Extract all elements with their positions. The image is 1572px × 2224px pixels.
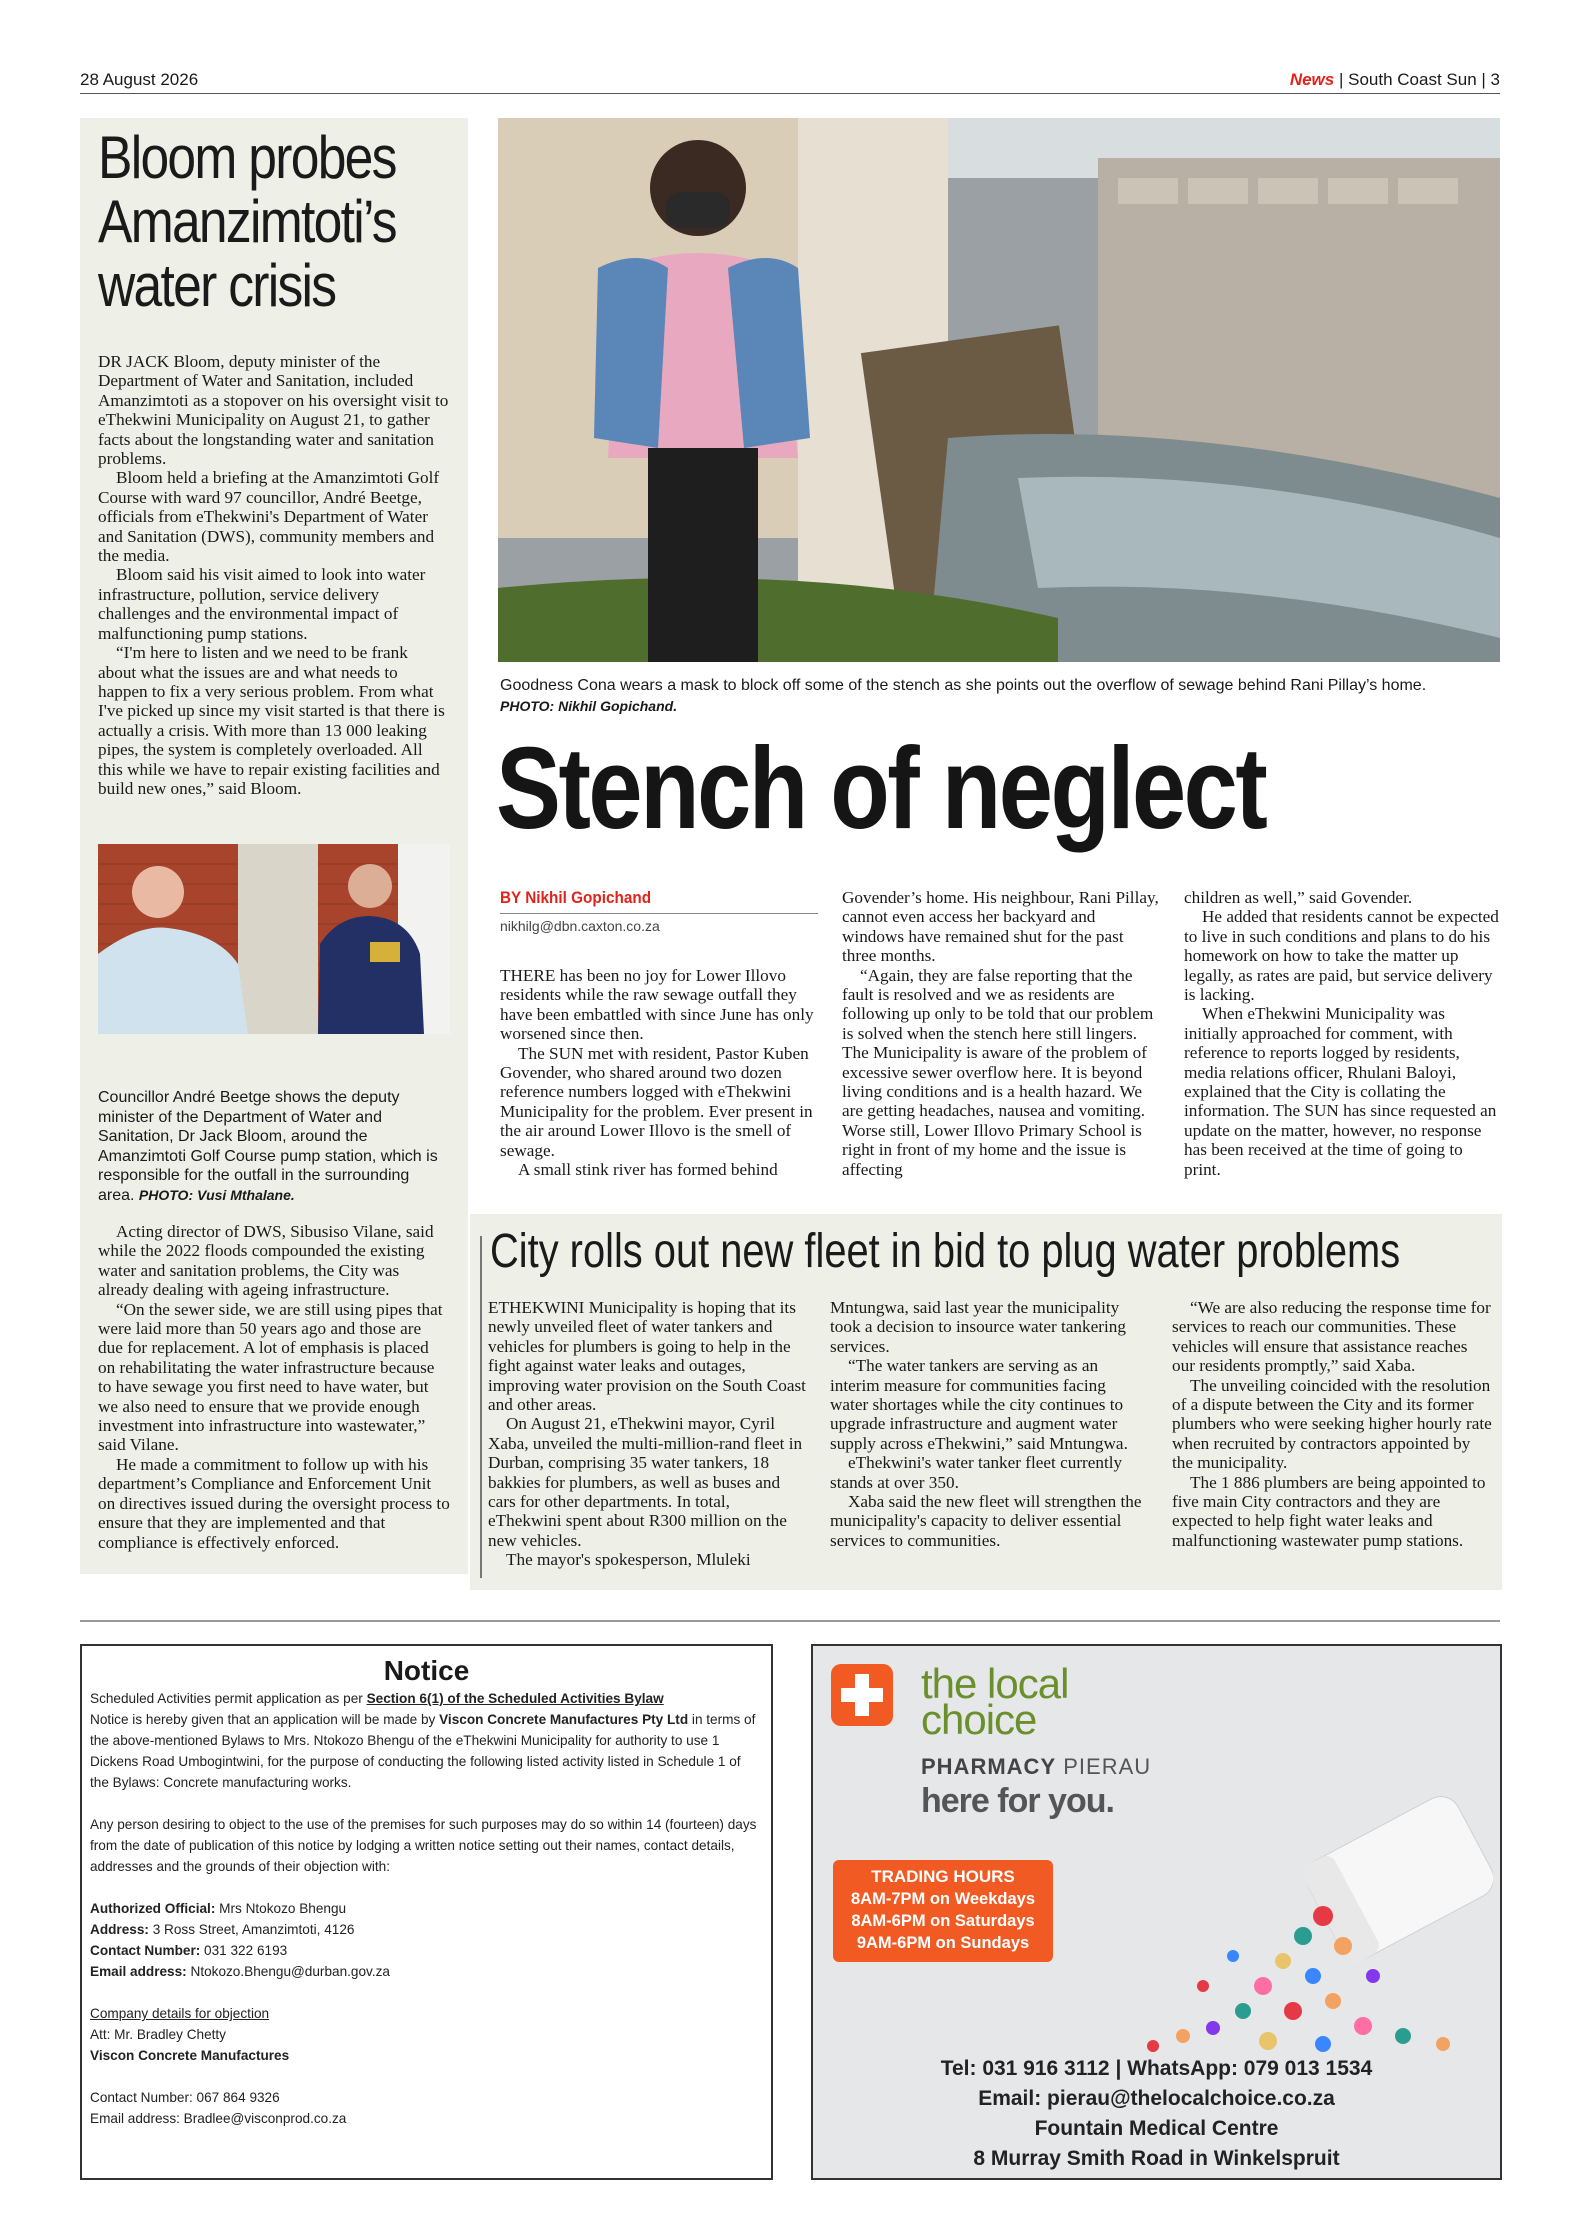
company-email: Email address: Bradlee@visconprod.co.za: [90, 2111, 347, 2126]
paragraph: “On the sewer side, we are still using pipes that were laid more than 50 years ago and those are due for replacement. A lot of emphasis is placed on rehabilitating the water infrastructure because to have sewage you first need to have water, but we also need to ensure that we provide enough investment into infrastructure into wastewater,” said Vilane.: [98, 1299, 443, 1455]
bylaw-reference: Section 6(1) of the Scheduled Activities Bylaw: [366, 1691, 664, 1706]
stench-headline: Stench of neglect: [496, 723, 1266, 853]
issue-date: 28 August 2026: [80, 70, 199, 89]
paragraph: A small stink river has formed behind: [518, 1160, 778, 1180]
paragraph: Xaba said the new fleet will strengthen the municipality's capacity to deliver essential services to communities.: [830, 1492, 1142, 1550]
caption-text: Councillor André Beetge shows the deputy minister of the Department of Water and Sanitation, Dr Jack Bloom, around the Amanzimtoti Golf Course pump station, which is responsible for the outfall in the surrounding area.: [98, 1089, 438, 1204]
official-line: Authorized Official: Mrs Ntokozo Bhengu: [90, 1901, 347, 1916]
company-att: Att: Mr. Bradley Chetty: [90, 2027, 226, 2042]
ad-email: Email: pierau@thelocalchoice.co.za: [978, 2087, 1335, 2110]
public-notice: [80, 1644, 773, 2180]
pharmacy-branch: PHARMACY PIERAU: [921, 1754, 1152, 1779]
headline-line: water crisis: [98, 252, 336, 319]
photo-credit: PHOTO: Nikhil Gopichand.: [500, 698, 678, 714]
paragraph: eThekwini's water tanker fleet currently stands at over 350.: [830, 1453, 1123, 1492]
stench-photo-caption: [500, 676, 1500, 716]
ad-tagline: here for you.: [921, 1782, 1114, 1820]
plus-icon-shape: [831, 1664, 893, 1726]
company-heading: Company details for objection: [90, 2006, 270, 2021]
hours-title: TRADING HOURS: [871, 1867, 1015, 1886]
plus-icon: [831, 1664, 893, 1726]
header-rule: [80, 93, 1500, 94]
page-folio: News | South Coast Sun | 3: [1289, 70, 1500, 89]
paragraph: The SUN met with resident, Pastor Kuben Govender, who shared around two dozen reference numbers logged with eThekwini Municipality for the problem. Ever present in the air around Lower Illovo is the smell of sewage.: [500, 1043, 813, 1160]
paragraph: Mntungwa, said last year the municipality took a decision to insource water tankering services.: [830, 1298, 1126, 1356]
city-column-3: [1172, 1298, 1492, 1550]
ad-phone: Tel: 031 916 3112 | WhatsApp: 079 013 1534: [940, 2057, 1373, 2080]
byline-email: nikhilg@dbn.caxton.co.za: [500, 918, 660, 934]
ad-address: 8 Murray Smith Road in Winkelspruit: [973, 2147, 1340, 2170]
paragraph: THERE has been no joy for Lower Illovo residents while the raw sewage outfall they have been embattled with since June has only worsened since then.: [500, 966, 814, 1044]
email-line: Email address: Ntokozo.Bhengu@durban.gov.za: [90, 1964, 390, 1979]
paragraph: The mayor's spokesperson, Mluleki: [506, 1550, 751, 1570]
address-line: Address: 3 Ross Street, Amanzimtoti, 4126: [90, 1922, 355, 1937]
bloom-photo: [98, 844, 450, 1034]
stench-photo: [498, 118, 1500, 662]
headline-line: Bloom probes: [98, 124, 396, 191]
notice-body-2: Any person desiring to object to the use of the premises for such purposes may do so within 14 (fourteen) days from the date of publication of this notice by lodging a written notice setting out their names, contact details, addresses and the grounds of their objection with:: [90, 1817, 757, 1874]
ad-venue: Fountain Medical Centre: [1034, 2117, 1279, 2140]
paragraph: “The water tankers are serving as an interim measure for communities facing water shortages while the city continues to upgrade infrastructure and augment water supply across eThekwini,” said Mntungwa.: [830, 1356, 1128, 1453]
publication-name: South Coast Sun: [1348, 70, 1477, 89]
hours-row: 9AM-6PM on Sundays: [856, 1934, 1030, 1952]
paragraph: On August 21, eThekwini mayor, Cyril Xaba, unveiled the multi-million-rand fleet in Durban, comprising 35 water tankers, 18 bakkies for plumbers, as well as buses and cars for other departments. In total, eThekwini spent about R300 million on the new vehicles.: [488, 1414, 803, 1550]
headline-line: Amanzimtoti’s: [98, 188, 396, 255]
company-name: Viscon Concrete Manufactures: [90, 2048, 290, 2063]
paragraph: Bloom said his visit aimed to look into water infrastructure, pollution, service delivery challenges and the environmental impact of malfunctioning pump stations.: [98, 565, 426, 643]
section-label: News: [1289, 70, 1335, 89]
bloom-photo-image: [98, 844, 450, 1034]
notice-intro: Scheduled Activities permit application as per Section 6(1) of the Scheduled Activities Bylaw: [90, 1691, 664, 1706]
paragraph: The 1 886 plumbers are being appointed to five main City contractors and they are expected to help fight water leaks and malfunctioning wastewater pump stations.: [1172, 1472, 1486, 1550]
paragraph: The unveiling coincided with the resolution of a dispute between the City and its former plumbers who were seeking higher hourly rate when recruited by contractors appointed by the municipality.: [1172, 1375, 1492, 1473]
paragraph: He added that residents cannot be expected to live in such conditions and plans to do his homework on how to take the matter up legally, as rates are paid, but service delivery is lacking.: [1184, 907, 1499, 1005]
stench-column-1: [500, 966, 818, 1179]
paragraph: “Again, they are false reporting that the fault is resolved and we as residents are following up only to be told that our problem is solved when the stench here still lingers. The Municipality is aware of the problem of excessive sewer overflow here. It is beyond living conditions and is a health hazard. We are getting headaches, nausea and vomiting. Worse still, Lower Illovo Primary School is right in front of my home and the issue is affecting: [842, 965, 1154, 1179]
stench-column-3: [1184, 888, 1502, 1179]
paragraph: Bloom held a briefing at the Amanzimtoti Golf Course with ward 97 councillor, André Beetge, officials from eThekwini's Department of Water and Sanitation (DWS), community members and the media.: [98, 468, 440, 566]
ad-contact-details: [813, 2054, 1500, 2174]
photo-credit: PHOTO: Vusi Mthalane.: [138, 1186, 295, 1203]
caption-text: Goodness Cona wears a mask to block off some of the stench as she points out the overflow of sewage behind Rani Pillay’s home.: [500, 677, 1427, 694]
applicant-company: Viscon Concrete Manufactures Pty Ltd: [439, 1712, 689, 1727]
city-column-2: [830, 1298, 1148, 1550]
city-story-rule: [480, 1236, 482, 1578]
stench-photo-image: [498, 118, 1500, 662]
page-number: 3: [1490, 70, 1500, 89]
hours-row: 8AM-6PM on Saturdays: [851, 1912, 1035, 1930]
paragraph: Govender’s home. His neighbour, Rani Pillay, cannot even access her backyard and windows have remained shut for the past three months.: [842, 888, 1159, 966]
byline-rule: [500, 913, 818, 914]
contact-line: Contact Number: 031 322 6193: [90, 1943, 288, 1958]
bloom-body-b: [98, 1222, 450, 1552]
paragraph: “We are also reducing the response time for services to reach our communities. These vehicles will ensure that assistance reaches our residents promptly,” said Xaba.: [1172, 1298, 1491, 1376]
trading-hours-box: [833, 1860, 1053, 1962]
paragraph: ETHEKWINI Municipality is hoping that its newly unveiled fleet of water tankers and vehicles for plumbers is going to help in the fight against water leaks and outages, improving water provision on the South Coast and other areas.: [488, 1298, 806, 1415]
paragraph: DR JACK Bloom, deputy minister of the Department of Water and Sanitation, included Amanzimtoti as a stopover on his oversight visit to eThekwini Municipality on August 21, to gather facts about the longstanding water and sanitation problems.: [98, 352, 449, 469]
paragraph: Acting director of DWS, Sibusiso Vilane, said while the 2022 floods compounded the existing water and sanitation problems, the City was already dealing with ageing infrastructure.: [98, 1222, 434, 1300]
stench-column-2: [842, 888, 1160, 1179]
company-contact: Contact Number: 067 864 9326: [90, 2090, 280, 2105]
bloom-photo-caption: [98, 1088, 450, 1206]
hours-row: 8AM-7PM on Weekdays: [851, 1890, 1035, 1908]
bloom-headline: [98, 126, 459, 318]
city-headline: City rolls out new fleet in bid to plug water problems: [490, 1225, 1401, 1278]
notice-title: Notice: [383, 1655, 470, 1686]
pharmacy-advert: [811, 1644, 1502, 2180]
bloom-body-a: [98, 352, 450, 798]
notice-body-1: Notice is hereby given that an application will be made by Viscon Concrete Manufactures Pty Ltd in terms of the above-mentioned Bylaws to Mrs. Ntokozo Bhengu of the eThekwini Municipality for authority to use 1 Dickens Road Umbogintwini, for the purpose of conducting the following listed activity listed in Schedule 1 of the Bylaws: Concrete manufacturing works.: [90, 1712, 756, 1790]
paragraph: He made a commitment to follow up with his department’s Compliance and Enforcement Unit on directives issued during the oversight process to ensure that they are implemented and that compliance is effectively enforced.: [98, 1454, 450, 1552]
section-divider: [80, 1620, 1500, 1622]
paragraph: When eThekwini Municipality was initially approached for comment, with reference to reports logged by residents, media relations officer, Rhulani Baloyi, explained that the City is collating the information. The SUN has since requested an update on the matter, however, no response has been received at the time of going to print.: [1184, 1004, 1497, 1179]
pill-bottle-illustration: [1063, 1796, 1493, 2056]
byline: BY Nikhil Gopichand: [500, 888, 652, 907]
paragraph: children as well,” said Govender.: [1184, 888, 1413, 907]
paragraph: “I'm here to listen and we need to be frank about what the issues are and what needs to happen to fix a very serious problem. From what I've picked up since my visit started is that there is actually a crisis. With more than 13 000 leaking pipes, the system is completely overloaded. All this while we have to repair existing facilities and build new ones,” said Bloom.: [98, 643, 445, 798]
city-column-1: [488, 1298, 806, 1570]
brand-logo-text: the local choice: [921, 1660, 1069, 1743]
